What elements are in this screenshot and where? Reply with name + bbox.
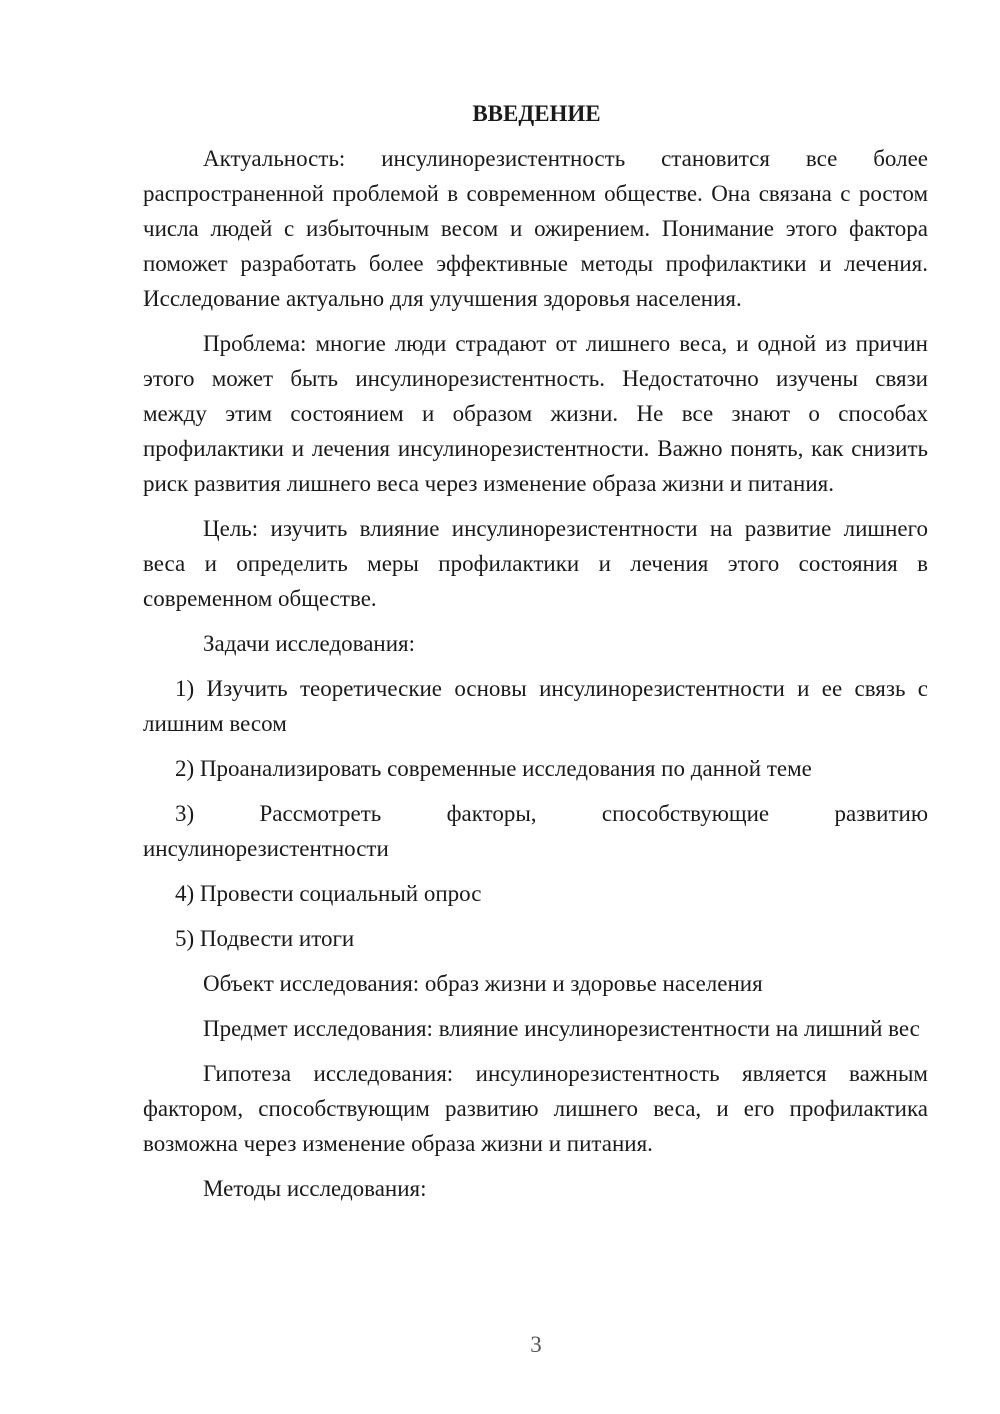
page-number: 3	[530, 1332, 542, 1357]
task-item-4: 4) Провести социальный опрос	[175, 881, 482, 906]
subject-paragraph: Предмет исследования: влияние инсулинорезистентности на лишний вес	[203, 1016, 920, 1041]
task-item-3: 3) Рассмотреть факторы, способствующие развитию инсулинорезистентности	[143, 801, 928, 861]
hypothesis-paragraph: Гипотеза исследования: инсулинорезистентность является важным фактором, способствующим развитию лишнего веса, и его профилактика возможна через изменение образа жизни и питания.	[143, 1061, 928, 1156]
relevance-paragraph: Актуальность: инсулинорезистентность становится все более распространенной проблемой в современном обществе. Она связана с ростом числа людей с избыточным весом и ожирением. Понимание этого фактора поможет разработать более эффективные методы профилактики и лечения. Исследование актуально для улучшения здоровья населения.	[143, 146, 928, 311]
object-paragraph: Объект исследования: образ жизни и здоровье населения	[203, 971, 763, 996]
section-heading: ВВЕДЕНИЕ	[472, 101, 601, 126]
task-item-1: 1) Изучить теоретические основы инсулинорезистентности и ее связь с лишним весом	[143, 676, 928, 736]
problem-paragraph: Проблема: многие люди страдают от лишнего веса, и одной из причин этого может быть инсулинорезистентность. Недостаточно изучены связи между этим состоянием и образом жизни. Не все знают о способах профилактики и лечения инсулинорезистентности. Важно понять, как снизить риск развития лишнего веса через изменение образа жизни и питания.	[143, 331, 928, 496]
methods-title: Методы исследования:	[203, 1176, 427, 1201]
page-content	[143, 96, 928, 1216]
task-item-5: 5) Подвести итоги	[175, 926, 355, 951]
task-item-2: 2) Проанализировать современные исследования по данной теме	[175, 756, 812, 781]
tasks-title: Задачи исследования:	[203, 631, 416, 656]
goal-paragraph: Цель: изучить влияние инсулинорезистентности на развитие лишнего веса и определить меры профилактики и лечения этого состояния в современном обществе.	[143, 516, 928, 611]
